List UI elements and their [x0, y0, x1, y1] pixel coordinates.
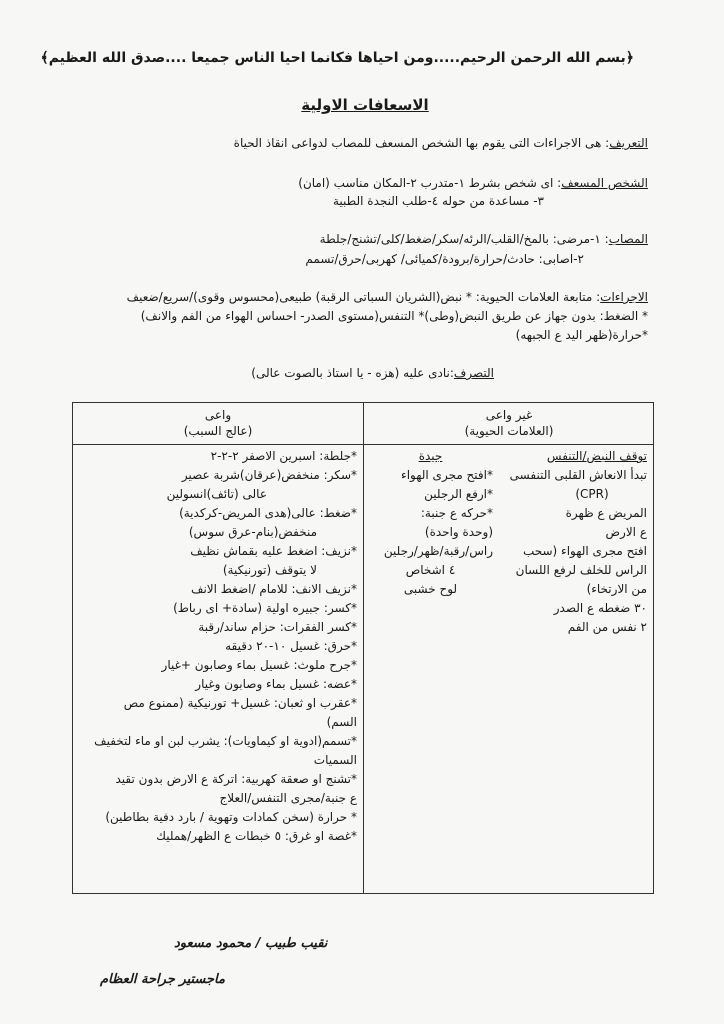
procedures-line-1: [127, 290, 648, 305]
first-aider-label: الشخص المسعف: [561, 176, 648, 190]
conscious-line: *جرح ملوث: غسيل بماء وصابون +غيار: [161, 658, 357, 672]
page-title: الاسعافات الاولية: [301, 96, 429, 114]
conscious-line: *نزيف: اضغط عليه بقماش نظيف: [190, 544, 357, 558]
stopped-breathing-column: [497, 447, 647, 637]
table-divider-horizontal: [73, 444, 653, 445]
conscious-line: *كسر الفقرات: حزام ساند/رقبة: [198, 620, 357, 634]
procedures-label: الاجراءات: [600, 290, 648, 304]
conscious-line: *غصة او غرق: ٥ خبطات ع الظهر/همليك: [156, 829, 357, 843]
conscious-header-title: واعى: [204, 408, 232, 422]
good-line: *افتح مجرى الهواء: [401, 468, 493, 482]
stopped-line: من الارتخاء): [586, 582, 647, 596]
stopped-line: افتح مجرى الهواء (سحب: [522, 544, 647, 558]
good-line: (وحدة واحدة): [424, 525, 493, 539]
unconscious-header-title: غير واعى: [485, 408, 533, 422]
quran-verse-header: ﴿بسم الله الرحمن الرحيم.....ومن احياها فكانما احيا الناس جميعا ....صدق الله العظيم﴾: [40, 50, 634, 66]
conscious-line: *كسر: جبيره اولية (سادة+ اى رباط): [173, 601, 357, 615]
first-aider-text-1: : اى شخص بشرط ١-متدرب ٢-المكان مناسب (امان): [298, 176, 562, 190]
conscious-line: *تسمم(ادوية او كيماويات): يشرب لبن او ماء لتخفيف: [94, 734, 357, 748]
conscious-line: السميات: [313, 753, 357, 767]
conscious-line: لا يتوقف (تورنيكية): [222, 563, 317, 577]
conscious-line: *عقرب او ثعبان: غسيل+ تورنيكية (ممنوع مص: [123, 696, 357, 710]
injured-text-1: : ١-مرضى: بالمخ/القلب/الرئه/سكر/ضغط/كلى/تشنج/جلطة: [319, 232, 609, 246]
action-text: :نادى عليه (هزه - يا استاذ بالصوت عالى): [251, 366, 454, 380]
stopped-line: المريض ع ظهرة: [565, 506, 647, 520]
conscious-line: ع جنبة/مجرى التنفس/العلاج: [219, 791, 357, 805]
definition-label: التعريف: [609, 136, 648, 150]
conscious-line: *سكر: منخفض(عرقان)شربة عصير: [181, 468, 357, 482]
conscious-column: [75, 447, 357, 846]
conscious-line: *تشنج او صعقة كهربية: اتركة ع الارض بدون تقيد: [115, 772, 357, 786]
conscious-line: عالى (تائف)انسولين: [166, 487, 267, 501]
first-aider-line-2: ٣- مساعدة من حوله ٤-طلب النجدة الطبية: [332, 194, 544, 208]
conscious-line: *حرق: غسيل ١٠-٢٠ دقيقه: [225, 639, 357, 653]
conscious-line: * حرارة (سخن كمادات وتهوية / بارد دفية بطاطين): [105, 810, 357, 824]
good-line: جيدة: [418, 449, 443, 463]
definition-text: : هى الاجراءات التى يقوم بها الشخص المسعف للمصاب لدواعى انقاذ الحياة: [233, 136, 610, 150]
procedures-line-2: * الضغط: بدون جهاز عن طريق النبض(وطى)* التنفس(مستوى الصدر- احساس الهواء من الفم والانف): [140, 309, 648, 323]
stopped-line: (CPR): [575, 487, 609, 501]
conscious-line: *جلطة: اسبرين الاصفر ٢-٢-٢: [210, 449, 357, 463]
procedures-text-1: : متابعة العلامات الحيوية: * نبض(الشريان السباتى الرقبة) طبيعى(محسوس وقوى)/سريع/ضعيف: [126, 290, 601, 304]
conscious-line: منخفض(بنام-عرق سوس): [188, 525, 317, 539]
conscious-line: *نزيف الانف: للامام /اضغط الانف: [191, 582, 357, 596]
stopped-line: ٣٠ ضغطه ع الصدر: [553, 601, 647, 615]
stopped-line: تبدأ الانعاش القلبى التنفسى: [509, 468, 647, 482]
stopped-line: الراس للخلف لرفع اللسان: [515, 563, 647, 577]
stopped-line: ع الارض: [605, 525, 647, 539]
procedures-line-3: *حرارة(ظهر اليد ع الجبهه): [515, 328, 648, 342]
unconscious-header: [365, 407, 653, 439]
conscious-header-sub: (عالج السبب): [183, 424, 253, 438]
stopped-line: توقف النبض/التنفس: [546, 449, 647, 463]
conscious-header: [73, 407, 363, 439]
good-signs-column: [368, 447, 493, 599]
good-line: لوح خشبى: [403, 582, 458, 596]
injured-line-2: ٢-اصابى: حادث/حرارة/برودة/كميائى/ كهربى/حرق/تسمم: [305, 252, 584, 266]
injured-line-1: [320, 232, 648, 247]
unconscious-header-sub: (العلامات الحيوية): [464, 424, 554, 438]
injured-label: المصاب: [608, 232, 648, 246]
first-aider-line-1: [298, 176, 648, 191]
conscious-line: *ضغط: عالى(هدى المريض-كركدية): [179, 506, 357, 520]
first-aid-table: [72, 402, 654, 894]
good-line: *حركه ع جنبة:: [420, 506, 493, 520]
signature-title: ماجستير جراحة العظام: [100, 972, 225, 987]
action-label: التصرف: [453, 366, 494, 380]
good-line: راس/رقبة/ظهر/رجلين: [383, 544, 493, 558]
conscious-line: *عضه: غسيل بماء وصابون وغيار: [195, 677, 357, 691]
signature-name: نقيب طبيب / محمود مسعود: [174, 936, 328, 951]
good-line: *ارفع الرجلين: [424, 487, 493, 501]
definition-line: [234, 136, 648, 151]
table-divider-vertical: [363, 403, 364, 893]
good-line: ٤ اشخاص: [405, 563, 456, 577]
stopped-line: ٢ نفس من الفم: [567, 620, 647, 634]
conscious-line: السم): [326, 715, 357, 729]
action-line: [251, 366, 494, 381]
